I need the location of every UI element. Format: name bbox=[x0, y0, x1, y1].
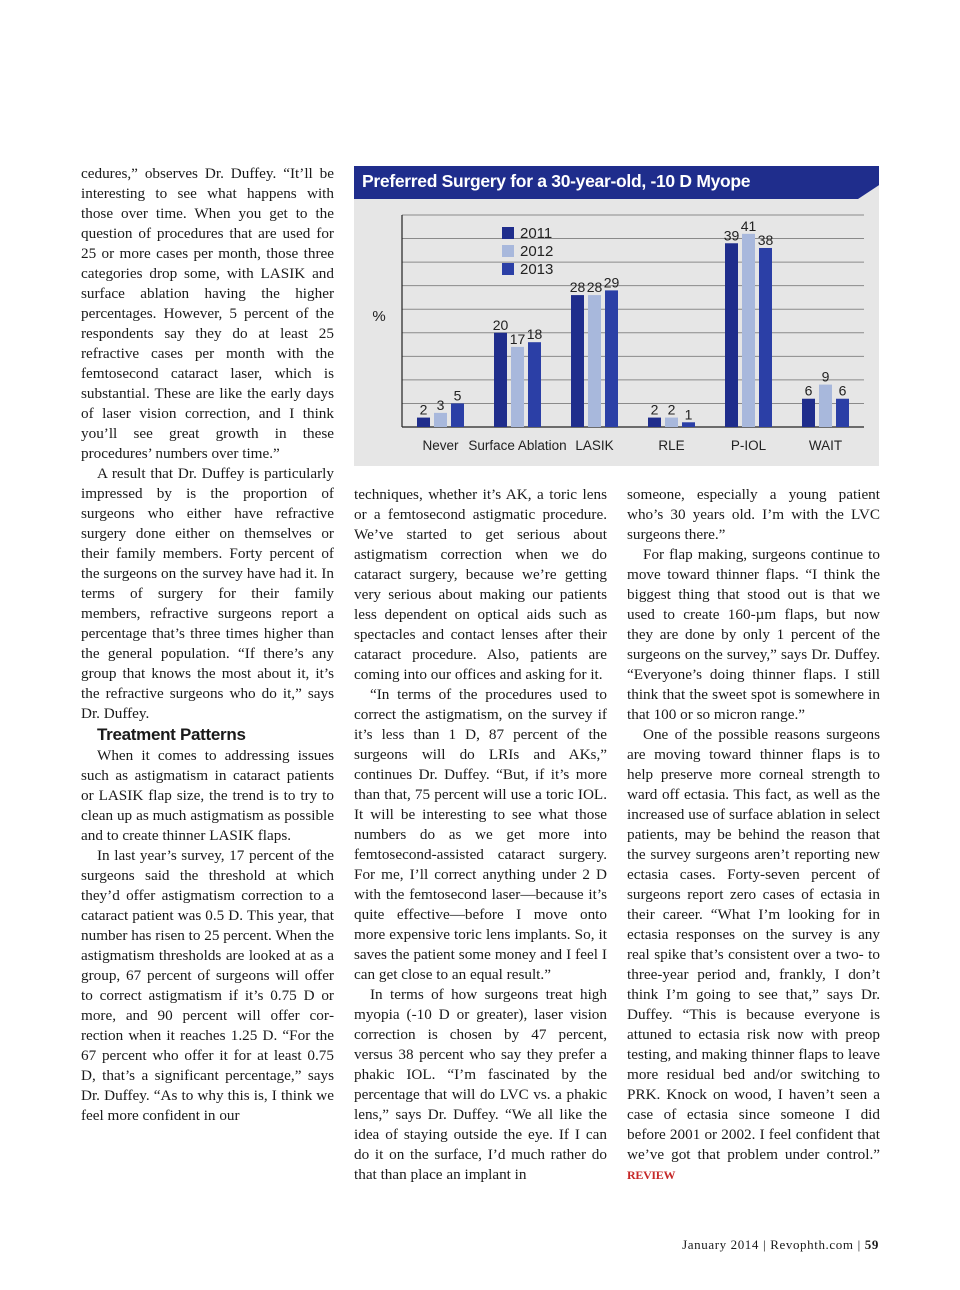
chart-data-label: 2 bbox=[650, 401, 659, 418]
chart-bar bbox=[451, 403, 464, 427]
chart-data-label: 18 bbox=[526, 326, 543, 343]
chart-legend-swatch bbox=[502, 263, 514, 275]
chart-x-tick-label: LASIK bbox=[575, 438, 614, 453]
body-paragraph: cedures,” observes Dr. Duffey. “It’ll be interesting to see what happens with those over time. When you get to the question of procedures that are used for 25 or more cases per month, those three categories drop some, with LASIK and surface ablation having the higher percentages. However, 5 percent of the respondents say they do at least 25 refractive cases per month with the femtosecond cataract laser, which is substantial. These are like the early days of laser vision correction, and I think you’ll see great growth in these procedures’ numbers over time.” bbox=[81, 165, 334, 462]
chart-bar bbox=[742, 234, 755, 427]
chart-bar bbox=[417, 418, 430, 427]
section-heading: Treatment Patterns bbox=[97, 725, 246, 744]
chart-legend-label: 2011 bbox=[520, 225, 553, 242]
chart-data-label: 5 bbox=[453, 387, 462, 404]
chart-data-label: 29 bbox=[603, 274, 620, 291]
chart-bar bbox=[759, 248, 772, 427]
chart-data-label: 38 bbox=[757, 231, 774, 248]
body-paragraph: A result that Dr. Duffey is particularly impressed by is the proportion of surgeons who either have refractive surgery done either on themselves or their family members. Forty percent of the surgeons on the survey have had it. In terms of surgery for their family members, refractive surgeons report a percentage that’s three times higher than the general population. “If there’s any group that knows the most about it, it’s the refractive surgeons who do it,” says Dr. Duffey. bbox=[81, 465, 334, 722]
footer-issue-date: January 2014 bbox=[682, 1237, 759, 1252]
chart-data-label: 17 bbox=[509, 330, 526, 347]
chart-data-label: 3 bbox=[436, 396, 445, 413]
article-column-2 bbox=[354, 485, 607, 1185]
chart-data-label: 1 bbox=[684, 406, 693, 423]
chart-bar bbox=[665, 418, 678, 427]
chart-bar bbox=[588, 295, 601, 427]
footer-website: Revophth.com bbox=[770, 1237, 854, 1252]
footer-separator: | bbox=[763, 1237, 767, 1252]
chart-bar bbox=[802, 399, 815, 427]
article-column-3 bbox=[627, 485, 880, 1185]
chart-data-label: 28 bbox=[569, 279, 586, 296]
chart-data-label: 39 bbox=[723, 227, 740, 244]
chart-x-tick-label: Surface Ablation bbox=[468, 438, 567, 453]
chart-bar bbox=[648, 418, 661, 427]
body-paragraph-text: One of the possible reasons surgeons are moving toward thinner flaps is to help preserve more corneal strength to ward off ectasia. This fact, as well as the increased use of surface ablation in select patients, may be behind the reason that the survey surgeons aren’t reporting new ectasia cases. Forty-seven percent of surgeons report zero cases of ectasia in their career. “What I’m looking for in ectasia responses on the survey is any real spike that’s consistent over a two- to three-year period and, frankly, I don’t think I’m going to see that,” says Dr. Duffey. “This is because everyone is attuned to ectasia risk now with preop testing, and making thinner flaps to leave more residual bed and/or switching to PRK. Knock on wood, I haven’t seen a case of ectasia since someone I did before 2001 or 2002. I feel confident that we’ve got that problem under control.” bbox=[627, 726, 880, 1163]
chart-bar bbox=[511, 347, 524, 427]
chart-x-tick-label: RLE bbox=[658, 438, 685, 453]
body-paragraph: someone, especially a young patient who’s 30 years old. I’m with the LVC surgeons there.” bbox=[627, 486, 880, 543]
chart-data-label: 28 bbox=[586, 279, 603, 296]
body-paragraph: techniques, whether it’s AK, a toric lens or a femtosecond astigmatic procedure. We’ve started to get serious about astigmatism correction when we do cataract surgery, because we’re getting very serious about making our patients less dependent on optical aids such as spectacles and contact lenses after their cataract procedure. Also, patients are coming into our offices and asking for it. bbox=[354, 486, 607, 683]
body-paragraph: When it comes to addressing issues such as astigmatism in cataract patients or LASIK flap size, the trend is to try to clean up as much astigmatism as possible and to create thinner LASIK flaps. bbox=[81, 747, 334, 844]
page-footer bbox=[682, 1237, 879, 1253]
chart-data-label: 2 bbox=[667, 401, 676, 418]
chart-x-tick-label: Never bbox=[422, 438, 459, 453]
chart-x-tick-label: P-IOL bbox=[730, 438, 767, 453]
body-paragraph: In terms of how surgeons treat high myopia (-10 D or greater), laser vision correction is chosen by 47 percent, versus 38 percent who say they prefer a phakic IOL. “I’m fascinated by the percentage that will do LVC vs. a phakic lens,” says Dr. Duffey. “We all like the idea of staying outside the eye. If I can do it on the surface, I’d much rather do that than place an implant in bbox=[354, 986, 607, 1183]
chart-data-label: 20 bbox=[492, 316, 509, 333]
chart-bar bbox=[434, 413, 447, 427]
chart-title: Preferred Surgery for a 30-year-old, -10 D Myope bbox=[362, 171, 751, 191]
chart-legend-label: 2012 bbox=[520, 243, 554, 260]
chart-bar bbox=[682, 422, 695, 427]
chart-data-label: 41 bbox=[740, 217, 757, 234]
chart-bar bbox=[605, 290, 618, 427]
chart-data-label: 2 bbox=[419, 401, 428, 418]
chart-data-label: 6 bbox=[838, 382, 847, 399]
chart-bar bbox=[836, 399, 849, 427]
chart-x-tick-label: WAIT bbox=[808, 438, 843, 453]
footer-separator: | bbox=[857, 1237, 861, 1252]
chart-plot bbox=[354, 199, 879, 466]
chart-bar bbox=[571, 295, 584, 427]
bar-chart bbox=[354, 166, 879, 466]
page-number: 59 bbox=[864, 1237, 879, 1252]
body-paragraph: For flap making, surgeons continue to move toward thinner flaps. “I think the biggest thing that stood out is that we used to create 160-µm flaps, but now they are done by only 1 percent of the surgeons on the survey,” says Dr. Duffey. “Everyone’s doing thinner flaps. I still think that the sweet spot is somewhere in that 100 or so micron range.” bbox=[627, 546, 880, 723]
chart-legend-swatch bbox=[502, 227, 514, 239]
chart-bar bbox=[819, 385, 832, 427]
chart-bar bbox=[725, 243, 738, 427]
body-paragraph: In last year’s survey, 17 percent of the surgeons said the threshold at which they’d offer astigmatism correction to a cataract patient was 0.5 D. This year, that number has risen to 25 percent. When the astigmatism thresholds are looked at as a group, 67 percent of surgeons will offer to correct astigmatism if it’s 0.75 D or more, and 90 percent will offer correction when it reaches 1.25 D. “For the 67 percent who offer it for at least 0.75 D, that’s a significant percentage,” says Dr. Duffey. “As to why this is, I think we feel more confident in our bbox=[81, 847, 334, 1124]
chart-legend-swatch bbox=[502, 245, 514, 257]
review-end-mark: REVIEW bbox=[627, 1168, 676, 1182]
chart-legend-label: 2013 bbox=[520, 261, 554, 278]
chart-data-label: 6 bbox=[804, 382, 813, 399]
chart-data-label: 9 bbox=[821, 368, 830, 385]
body-paragraph bbox=[627, 725, 880, 1185]
article-column-1 bbox=[81, 164, 334, 1126]
chart-bar bbox=[494, 333, 507, 427]
chart-y-axis-label: % bbox=[372, 308, 386, 325]
chart-bar bbox=[528, 342, 541, 427]
body-paragraph: “In terms of the procedures used to correct the astigmatism, on the survey if it’s less than 1 D, 87 percent of the surgeons will do LRIs and AKs,” continues Dr. Duffey. “But, if it’s more than that, 75 percent will use a toric IOL. It will be interesting to see what those numbers do as we get more into femtosecond-assisted cataract surgery. For me, I’ll correct anything under 2 D with the femtosecond laser—because it’s quite effective—before I move onto more expensive toric lens implants. So, it saves the patient some money and I feel I can get close to an equal result.” bbox=[354, 686, 607, 983]
